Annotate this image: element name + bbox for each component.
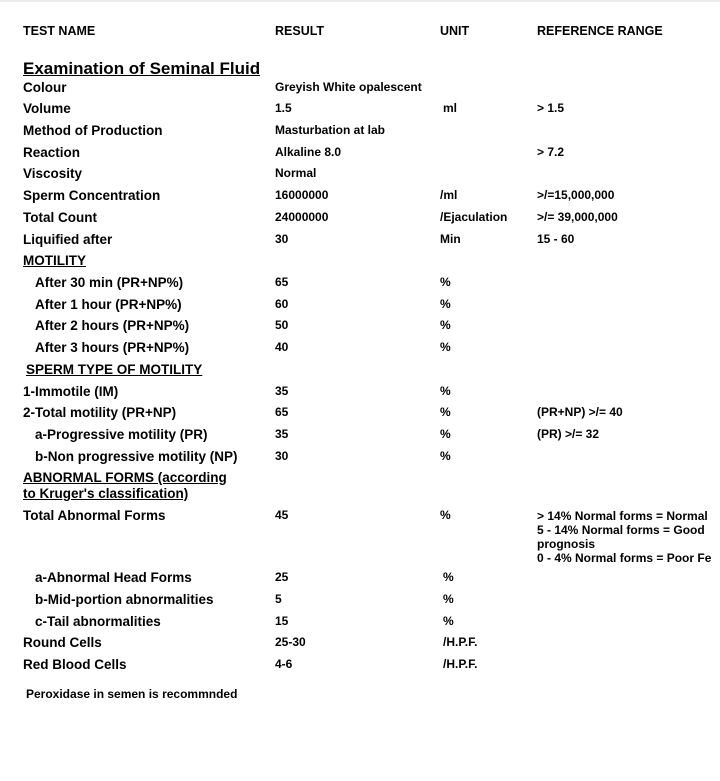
rbc-label: Red Blood Cells xyxy=(23,657,127,672)
total-count-unit: /Ejaculation xyxy=(440,210,508,224)
after-3h-label: After 3 hours (PR+NP%) xyxy=(35,340,190,355)
header-reference-range: REFERENCE RANGE xyxy=(537,24,663,38)
after-3h-result: 40 xyxy=(275,340,289,354)
concentration-result: 16000000 xyxy=(275,188,329,202)
reaction-reference: > 7.2 xyxy=(537,145,565,159)
total-count-result: 24000000 xyxy=(275,210,329,224)
non-progressive-result: 30 xyxy=(275,449,289,463)
liquified-result: 30 xyxy=(275,232,289,246)
top-border xyxy=(0,0,720,2)
immotile-label: 1-Immotile (IM) xyxy=(23,384,119,399)
reaction-label: Reaction xyxy=(23,145,81,160)
method-label: Method of Production xyxy=(23,123,163,138)
total-motility-result: 65 xyxy=(275,405,289,419)
abnormal-head-unit: % xyxy=(443,570,454,584)
volume-result: 1.5 xyxy=(275,101,292,115)
total-motility-label: 2-Total motility (PR+NP) xyxy=(23,405,177,420)
total-motility-unit: % xyxy=(440,405,451,419)
abnormal-forms-heading-line2: to Kruger's classification) xyxy=(23,486,189,501)
motility-section-heading: MOTILITY xyxy=(23,253,86,268)
progressive-reference: (PR) >/= 32 xyxy=(537,427,600,441)
viscosity-label: Viscosity xyxy=(23,166,83,181)
tail-unit: % xyxy=(443,614,454,628)
after-2h-unit: % xyxy=(440,318,451,332)
after-30-unit: % xyxy=(440,275,451,289)
round-cells-unit: /H.P.F. xyxy=(443,635,478,649)
concentration-unit: /ml xyxy=(440,188,458,202)
method-result: Masturbation at lab xyxy=(275,123,386,137)
progressive-label: a-Progressive motility (PR) xyxy=(35,427,208,442)
volume-label: Volume xyxy=(23,101,71,116)
total-abnormal-unit: % xyxy=(440,508,451,522)
tail-result: 15 xyxy=(275,614,289,628)
liquified-label: Liquified after xyxy=(23,232,113,247)
colour-label: Colour xyxy=(23,80,67,95)
abnormal-head-label: a-Abnormal Head Forms xyxy=(35,570,192,585)
total-abnormal-reference-line3: prognosis xyxy=(537,537,596,551)
liquified-unit: Min xyxy=(440,232,461,246)
header-unit: UNIT xyxy=(440,24,470,38)
section-title: Examination of Seminal Fluid xyxy=(23,59,261,78)
colour-result: Greyish White opalescent xyxy=(275,80,422,94)
total-abnormal-label: Total Abnormal Forms xyxy=(23,508,166,523)
after-2h-result: 50 xyxy=(275,318,289,332)
total-count-reference: >/= 39,000,000 xyxy=(537,210,618,224)
total-abnormal-reference-line4: 0 - 4% Normal forms = Poor Fe xyxy=(537,551,712,565)
concentration-label: Sperm Concentration xyxy=(23,188,161,203)
liquified-reference: 15 - 60 xyxy=(537,232,575,246)
total-abnormal-reference-line2: 5 - 14% Normal forms = Good xyxy=(537,523,705,537)
rbc-result: 4-6 xyxy=(275,657,293,671)
total-count-label: Total Count xyxy=(23,210,97,225)
round-cells-result: 25-30 xyxy=(275,635,306,649)
after-1h-unit: % xyxy=(440,297,451,311)
after-2h-label: After 2 hours (PR+NP%) xyxy=(35,318,190,333)
header-result: RESULT xyxy=(275,24,325,38)
progressive-result: 35 xyxy=(275,427,289,441)
total-motility-reference: (PR+NP) >/= 40 xyxy=(537,405,623,419)
abnormal-forms-heading-line1: ABNORMAL FORMS (according xyxy=(23,470,227,485)
reaction-result: Alkaline 8.0 xyxy=(275,145,342,159)
progressive-unit: % xyxy=(440,427,451,441)
viscosity-result: Normal xyxy=(275,166,317,180)
immotile-result: 35 xyxy=(275,384,289,398)
mid-portion-label: b-Mid-portion abnormalities xyxy=(35,592,214,607)
mid-portion-result: 5 xyxy=(275,592,282,606)
tail-label: c-Tail abnormalities xyxy=(35,614,161,629)
non-progressive-label: b-Non progressive motility (NP) xyxy=(35,449,238,464)
after-1h-label: After 1 hour (PR+NP%) xyxy=(35,297,182,312)
mid-portion-unit: % xyxy=(443,592,454,606)
after-3h-unit: % xyxy=(440,340,451,354)
after-30-result: 65 xyxy=(275,275,289,289)
total-abnormal-result: 45 xyxy=(275,508,289,522)
immotile-unit: % xyxy=(440,384,451,398)
abnormal-head-result: 25 xyxy=(275,570,289,584)
concentration-reference: >/=15,000,000 xyxy=(537,188,615,202)
total-abnormal-reference-line1: > 14% Normal forms = Normal xyxy=(537,509,708,523)
footer-note: Peroxidase in semen is recommnded xyxy=(26,687,238,701)
after-1h-result: 60 xyxy=(275,297,289,311)
volume-unit: ml xyxy=(443,101,458,115)
non-progressive-unit: % xyxy=(440,449,451,463)
volume-reference: > 1.5 xyxy=(537,101,565,115)
rbc-unit: /H.P.F. xyxy=(443,657,478,671)
after-30-label: After 30 min (PR+NP%) xyxy=(35,275,184,290)
round-cells-label: Round Cells xyxy=(23,635,102,650)
header-test-name: TEST NAME xyxy=(23,24,96,38)
sperm-type-section-heading: SPERM TYPE OF MOTILITY xyxy=(26,362,203,377)
